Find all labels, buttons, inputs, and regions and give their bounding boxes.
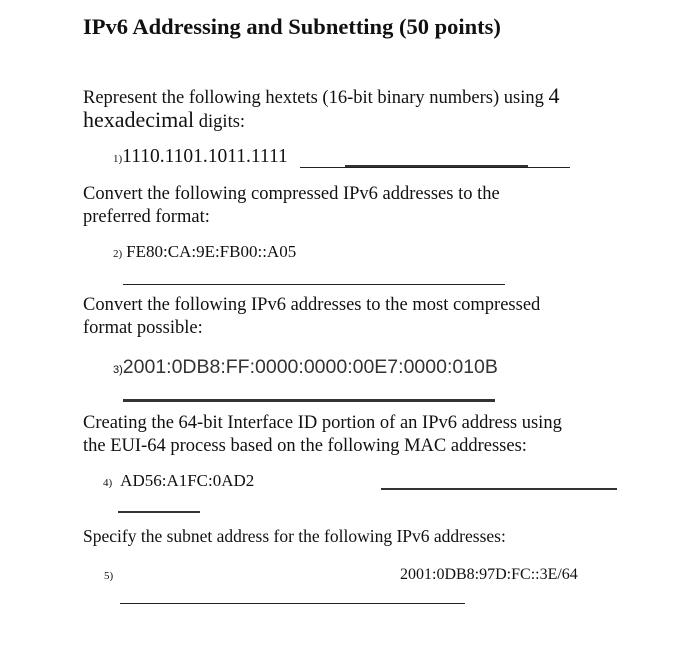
question-number: 1) xyxy=(113,153,123,165)
question-number-5: 5) xyxy=(104,570,114,582)
answer-line-1[interactable] xyxy=(300,167,570,168)
question-3 xyxy=(113,358,498,378)
instruction-text-large: 4 xyxy=(548,83,560,108)
question-4 xyxy=(103,472,254,490)
question-text: 1110.1101.1011.1111 xyxy=(122,146,288,167)
question-1 xyxy=(113,147,288,167)
instruction-1-line-2 xyxy=(83,109,245,132)
answer-line-4-continued[interactable] xyxy=(118,511,200,513)
instruction-4-line-1: Creating the 64-bit Interface ID portion of an IPv6 address using xyxy=(83,413,562,433)
question-text: 2001:0DB8:FF:0000:0000:00E7:0000:010B xyxy=(122,356,498,378)
question-number: 4) xyxy=(103,477,113,489)
instruction-5: Specify the subnet address for the following IPv6 addresses: xyxy=(83,526,506,546)
instruction-1-line-1 xyxy=(83,85,560,108)
instruction-3-line-2: format possible: xyxy=(83,318,203,338)
answer-line-5[interactable] xyxy=(120,603,465,604)
answer-line-2[interactable] xyxy=(123,284,505,285)
instruction-text: digits: xyxy=(198,112,246,132)
answer-line-4[interactable] xyxy=(381,488,617,490)
page-title: IPv6 Addressing and Subnetting (50 points) xyxy=(83,14,501,39)
answer-line-3[interactable] xyxy=(123,399,495,402)
instruction-text: Represent the following hextets (16-bit binary numbers) using xyxy=(83,88,544,108)
question-text: AD56:A1FC:0AD2 xyxy=(120,471,255,490)
instruction-3-line-1: Convert the following IPv6 addresses to the most compressed xyxy=(83,295,541,315)
instruction-text-large: hexadecimal xyxy=(83,107,195,132)
instruction-4-line-2: the EUI-64 process based on the following MAC addresses: xyxy=(83,436,527,456)
instruction-2-line-1: Convert the following compressed IPv6 addresses to the xyxy=(83,184,500,204)
instruction-2-line-2: preferred format: xyxy=(83,207,210,227)
question-5-text: 2001:0DB8:97D:FC::3E/64 xyxy=(400,566,578,583)
question-number: 2) xyxy=(113,248,123,260)
question-2 xyxy=(113,243,296,261)
question-number: 3) xyxy=(113,364,123,376)
answer-line-1-bold xyxy=(345,165,528,167)
question-text: FE80:CA:9E:FB00::A05 xyxy=(126,242,297,261)
